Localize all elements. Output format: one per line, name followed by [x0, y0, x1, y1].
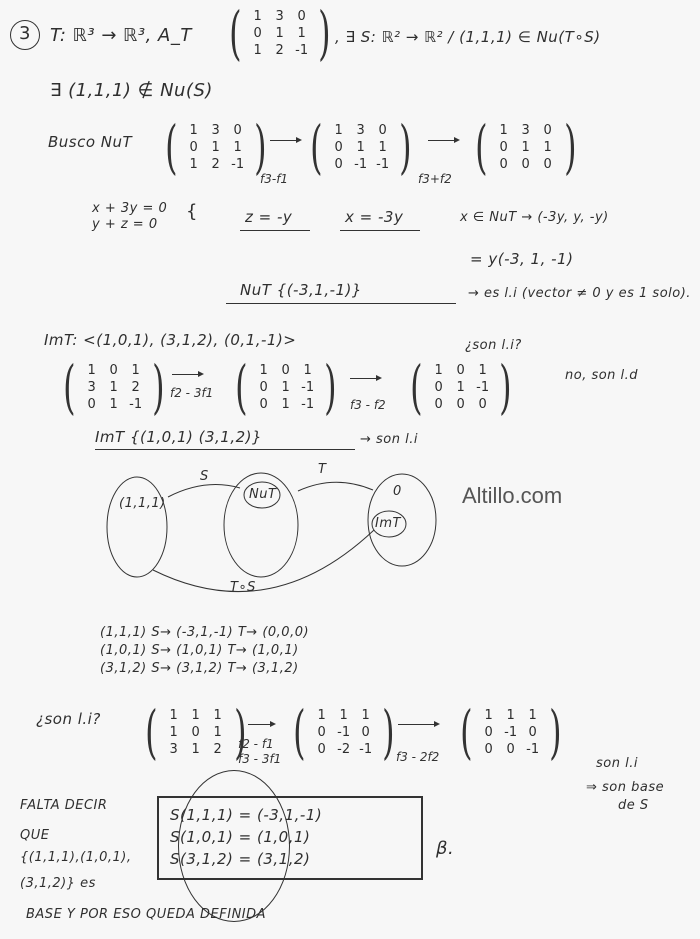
matrix-entry: 1	[543, 139, 552, 155]
matrix-a: ( 1 3 0 0 1 1 1 2 -1 )	[229, 0, 331, 67]
matrix-entry: 3	[275, 8, 284, 24]
matrix-entry: 1	[169, 707, 178, 723]
matrix-entry: 1	[191, 707, 200, 723]
matrix-entry: 1	[109, 379, 118, 395]
nucleus-eq-2: y + z = 0	[92, 217, 158, 232]
nucleus-note: → es l.i (vector ≠ 0 y es 1 solo).	[468, 286, 691, 301]
matrix-entry: -1	[359, 741, 373, 757]
matrix-entry: 0	[259, 379, 268, 395]
mapping-row: (1,1,1) S→ (-3,1,-1) T→ (0,0,0)	[100, 625, 310, 640]
independence-note-1: son l.i	[596, 756, 638, 771]
image-result-note: → son l.i	[360, 432, 418, 447]
matrix-entry: 0	[434, 379, 443, 395]
nucleus-arrow-1	[270, 140, 300, 141]
matrix-entry: 1	[233, 139, 242, 155]
matrix-entry: 1	[456, 379, 465, 395]
matrix-entry: -1	[337, 724, 351, 740]
matrix-entry: -1	[301, 379, 315, 395]
arrow-tos-path	[153, 530, 374, 592]
matrix-entry: 1	[303, 362, 312, 378]
matrix-entry: 1	[506, 707, 515, 723]
nucleus-sol-x: x = -3y	[345, 208, 404, 226]
nucleus-matrix-3: ( 1 3 0 0 1 1 0 0 0 )	[475, 113, 577, 181]
image-result: ImT {(1,0,1) (3,1,2)}	[95, 428, 263, 446]
matrix-entry: 2	[211, 156, 220, 172]
matrix-entry: 0	[499, 139, 508, 155]
matrix-entry: -1	[476, 379, 490, 395]
matrix-entry: 1	[484, 707, 493, 723]
matrix-entry: 0	[456, 396, 465, 412]
image-question: ¿son l.i?	[465, 338, 522, 353]
nucleus-arrow-2	[428, 140, 458, 141]
matrix-entry: 0	[317, 724, 326, 740]
nucleus-op-2: f3+f2	[418, 172, 452, 186]
matrix-entry: 1	[189, 156, 198, 172]
independence-op-1a: f2 - f1	[238, 737, 274, 751]
system-brace: {	[186, 201, 198, 222]
box-line: S(1,0,1) = (1,0,1)	[170, 828, 311, 846]
matrix-entry: 0	[87, 396, 96, 412]
matrix-entry: 1	[211, 139, 220, 155]
problem-given: ∃ (1,1,1) ∉ Nu(S)	[50, 80, 213, 101]
matrix-entry: 0	[281, 362, 290, 378]
matrix-entry: 1	[259, 362, 268, 378]
problem-number: 3	[19, 23, 31, 44]
diagram-arrow-s: S	[200, 469, 209, 484]
diagram-middle-label: NuT	[249, 487, 277, 502]
box-line: S(3,1,2) = (3,1,2)	[170, 850, 311, 868]
matrix-entry: 0	[334, 156, 343, 172]
matrix-entry: 3	[521, 122, 530, 138]
matrix-entry: 0	[297, 8, 306, 24]
matrix-entry: -1	[295, 42, 309, 58]
independence-matrix-1: ( 1 1 1 1 0 1 3 1 2 )	[145, 698, 247, 766]
matrix-entry: 0	[361, 724, 370, 740]
conclusion-circle	[178, 770, 290, 922]
problem-condition: , ∃ S: ℝ² → ℝ² / (1,1,1) ∈ Nu(T∘S)	[335, 28, 601, 46]
matrix-entry: 1	[317, 707, 326, 723]
nucleus-matrix-1: ( 1 3 0 0 1 1 1 2 -1 )	[165, 113, 267, 181]
matrix-entry: 1	[189, 122, 198, 138]
matrix-entry: 1	[521, 139, 530, 155]
independence-note-2: ⇒ son base	[586, 780, 665, 795]
matrix-entry: 0	[334, 139, 343, 155]
matrix-entry: 1	[528, 707, 537, 723]
matrix-entry: 0	[506, 741, 515, 757]
matrix-entry: 1	[361, 707, 370, 723]
mapping-row: (3,1,2) S→ (3,1,2) T→ (3,1,2)	[100, 661, 299, 676]
matrix-entry: 0	[484, 741, 493, 757]
side-text-line: FALTA DECIR	[20, 798, 108, 813]
image-answer: no, son l.d	[565, 368, 639, 383]
matrix-entry: 3	[169, 741, 178, 757]
image-op-1: f2 - 3f1	[170, 386, 214, 400]
matrix-entry: 0	[434, 396, 443, 412]
matrix-entry: 0	[259, 396, 268, 412]
matrix-entry: 3	[87, 379, 96, 395]
diagram-arrow-tos: T∘S	[230, 580, 256, 595]
matrix-entry: 0	[543, 122, 552, 138]
nucleus-vec: x ∈ NuT → (-3y, y, -y)	[460, 210, 609, 225]
image-matrix-3: ( 1 0 1 0 1 -1 0 0 0 )	[410, 353, 512, 421]
nucleus-label: Busco NuT	[48, 133, 133, 151]
matrix-entry: 1	[499, 122, 508, 138]
problem-header: T: ℝ³ → ℝ³, A_T	[50, 25, 192, 46]
side-text-line: (3,1,2)} es	[20, 876, 96, 891]
arrow-s-path	[168, 485, 240, 497]
sol-z-underline	[240, 230, 310, 231]
nucleus-result: NuT {(-3,1,-1)}	[240, 281, 362, 299]
independence-matrix-3: ( 1 1 1 0 -1 0 0 0 -1 )	[460, 698, 562, 766]
side-text-line: BASE Y POR ESO QUEDA DEFINIDA	[26, 907, 267, 922]
matrix-entry: 1	[356, 139, 365, 155]
image-op-2: f3 - f2	[350, 398, 386, 412]
matrix-entry: -1	[376, 156, 390, 172]
side-text-line: {(1,1,1),(1,0,1),	[20, 850, 132, 865]
diagram-right-bottom: ImT	[375, 516, 401, 531]
matrix-entry: -1	[354, 156, 368, 172]
image-label: ImT: <(1,0,1), (3,1,2), (0,1,-1)>	[44, 331, 297, 349]
matrix-entry: 0	[378, 122, 387, 138]
matrix-entry: 1	[213, 707, 222, 723]
matrix-entry: 1	[478, 362, 487, 378]
arrow-t-path	[298, 482, 373, 491]
nucleus-eq-1: x + 3y = 0	[92, 201, 168, 216]
matrix-entry: 1	[191, 741, 200, 757]
diagram-arrow-t: T	[318, 462, 327, 477]
nucleus-result-underline	[226, 303, 456, 304]
independence-note-3: de S	[618, 798, 649, 813]
matrix-entry: -1	[526, 741, 540, 757]
matrix-entry: 0	[109, 362, 118, 378]
matrix-entry: 1	[339, 707, 348, 723]
diagram-left-label: (1,1,1)	[119, 496, 166, 511]
matrix-entry: 0	[528, 724, 537, 740]
matrix-entry: 0	[521, 156, 530, 172]
matrix-entry: 1	[334, 122, 343, 138]
domain-oval	[107, 477, 167, 577]
matrix-entry: 1	[275, 25, 284, 41]
matrix-entry: 1	[87, 362, 96, 378]
matrix-entry: 1	[213, 724, 222, 740]
independence-matrix-2: ( 1 1 1 0 -1 0 0 -2 -1 )	[293, 698, 395, 766]
matrix-entry: 0	[317, 741, 326, 757]
matrix-entry: 1	[109, 396, 118, 412]
mapping-row: (1,0,1) S→ (1,0,1) T→ (1,0,1)	[100, 643, 299, 658]
matrix-entry: 0	[189, 139, 198, 155]
side-text-line: QUE	[20, 828, 50, 843]
matrix-entry: 1	[169, 724, 178, 740]
diagram-right-top: 0	[393, 484, 402, 499]
matrix-entry: 2	[131, 379, 140, 395]
nucleus-sol-z: z = -y	[245, 208, 293, 226]
matrix-entry: 3	[356, 122, 365, 138]
matrix-entry: 0	[191, 724, 200, 740]
matrix-entry: 0	[543, 156, 552, 172]
image-result-underline	[95, 449, 355, 450]
matrix-entry: 2	[213, 741, 222, 757]
box-line: S(1,1,1) = (-3,1,-1)	[170, 806, 323, 824]
matrix-entry: 1	[434, 362, 443, 378]
watermark: Altillo.com	[462, 483, 563, 508]
nucleus-vec-2: = y(-3, 1, -1)	[470, 250, 574, 268]
matrix-entry: -1	[129, 396, 143, 412]
independence-arrow-1	[248, 724, 274, 725]
image-arrow-2	[350, 378, 380, 379]
matrix-entry: 0	[233, 122, 242, 138]
matrix-entry: 0	[478, 396, 487, 412]
independence-arrow-2	[398, 724, 438, 725]
conclusion-mark: β.	[436, 838, 455, 859]
matrix-entry: 0	[253, 25, 262, 41]
nucleus-op-1: f3-f1	[260, 172, 289, 186]
matrix-entry: 1	[378, 139, 387, 155]
matrix-entry: 0	[456, 362, 465, 378]
matrix-entry: 3	[211, 122, 220, 138]
matrix-entry: 0	[499, 156, 508, 172]
matrix-entry: -2	[337, 741, 351, 757]
independence-op-1b: f3 - 3f1	[238, 752, 282, 766]
matrix-entry: 1	[281, 396, 290, 412]
matrix-entry: 1	[253, 42, 262, 58]
matrix-entry: 0	[484, 724, 493, 740]
matrix-entry: -1	[231, 156, 245, 172]
independence-question: ¿son l.i?	[36, 710, 101, 728]
matrix-entry: 1	[281, 379, 290, 395]
image-matrix-2: ( 1 0 1 0 1 -1 0 1 -1 )	[235, 353, 337, 421]
matrix-entry: 1	[253, 8, 262, 24]
matrix-entry: 2	[275, 42, 284, 58]
matrix-entry: 1	[297, 25, 306, 41]
independence-op-2: f3 - 2f2	[396, 750, 440, 764]
matrix-entry: -1	[504, 724, 518, 740]
matrix-entry: -1	[301, 396, 315, 412]
image-arrow-1	[172, 374, 202, 375]
matrix-entry: 1	[131, 362, 140, 378]
image-matrix-1: ( 1 0 1 3 1 2 0 1 -1 )	[63, 353, 165, 421]
sol-x-underline	[340, 230, 420, 231]
nucleus-matrix-2: ( 1 3 0 0 1 1 0 -1 -1 )	[310, 113, 412, 181]
